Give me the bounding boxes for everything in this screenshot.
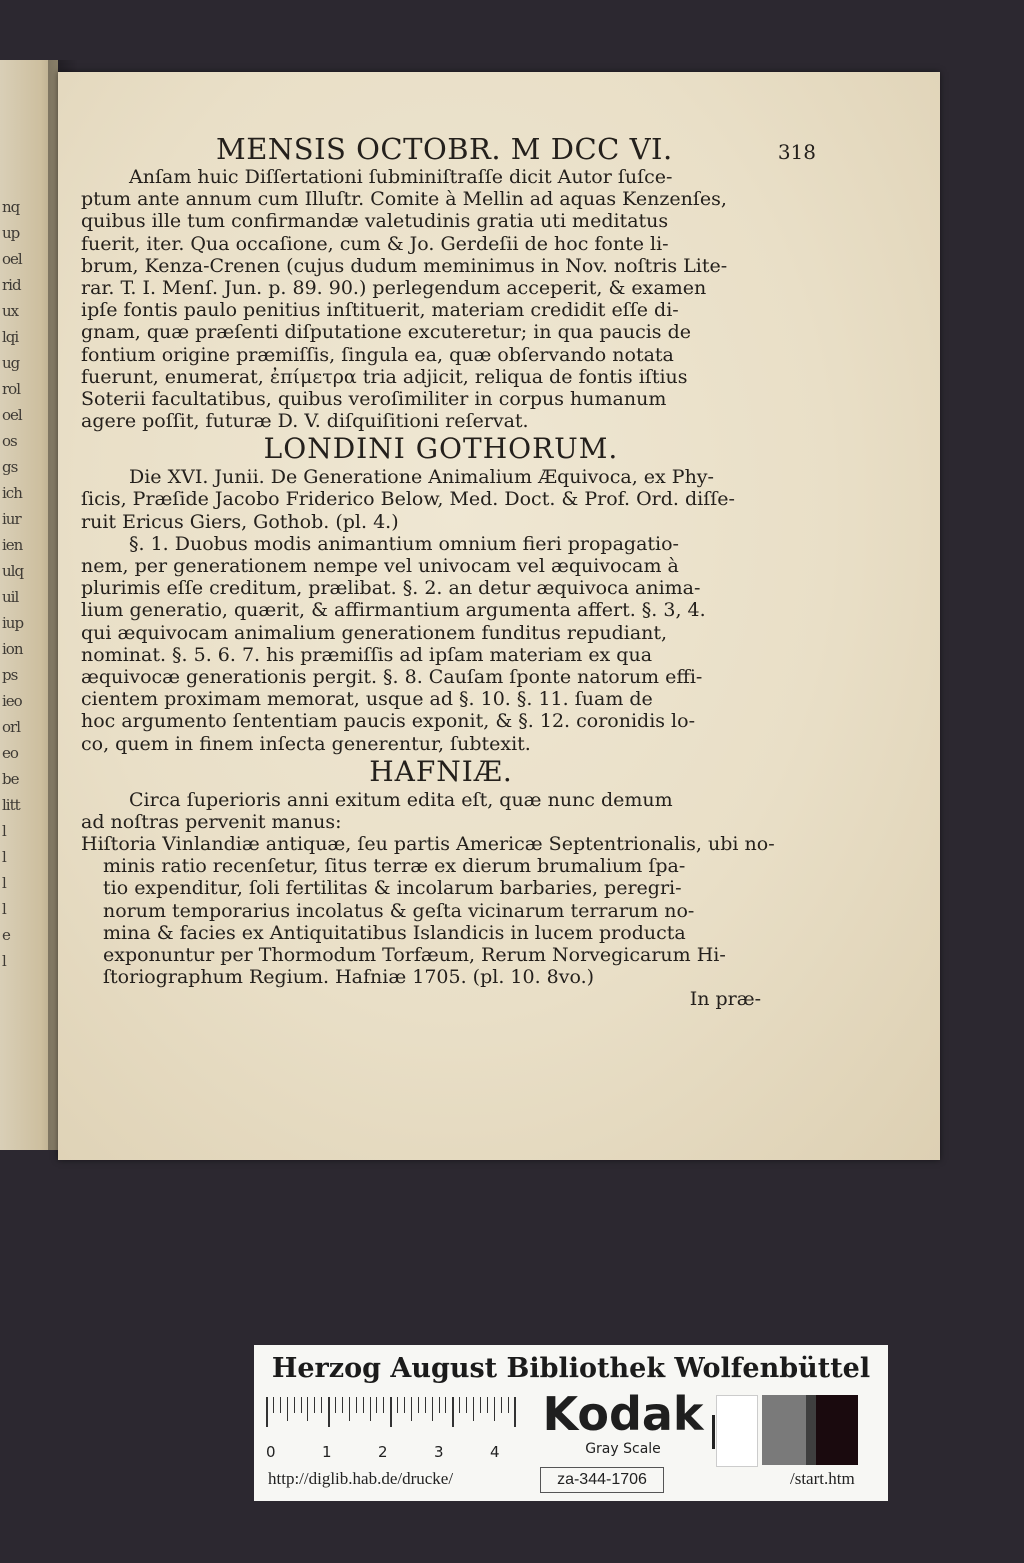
ruler-tick [266, 1397, 268, 1427]
document-id: za-344-1706 [540, 1467, 664, 1493]
facing-page-fragment: be [2, 770, 19, 788]
ruler-tick [487, 1397, 488, 1413]
facing-page-fragment: gs [2, 458, 18, 476]
gray-swatch-white [716, 1395, 758, 1467]
ruler-number: 0 [266, 1443, 276, 1461]
facing-page-fragment: l [2, 848, 6, 866]
ruler-tick [356, 1397, 357, 1413]
facing-page-fragment: ion [2, 640, 23, 658]
text-line: ſicis, Præſide Jacobo Friderico Below, Med. Doct. & Prof. Ord. diſſe- [81, 488, 735, 511]
ruler-tick [397, 1397, 398, 1413]
ruler-tick [321, 1397, 322, 1413]
text-line: Anſam huic Diſſertationi ſubminiſtraſſe dicit Autor ſuſce- [129, 166, 673, 188]
section-heading: HAFNIÆ. [369, 754, 513, 788]
facing-page-fragment: ulq [2, 562, 24, 580]
facing-page-fragment: oel [2, 406, 22, 424]
ruler-tick [452, 1397, 454, 1427]
facing-page-fragment: oel [2, 250, 22, 268]
text-line: ruit Ericus Giers, Gothob. (pl. 4.) [81, 510, 399, 533]
scale-ruler [266, 1397, 528, 1461]
facing-page-fragment: litt [2, 796, 20, 814]
ruler-tick [459, 1397, 460, 1413]
text-line: fuerunt, enumerat, ἐπίμετρα tria adjicit, reliqua de fontis iſtius [81, 365, 688, 388]
text-line: nominat. §. 5. 6. 7. his præmiſſis ad ipſam materiam ex qua [81, 643, 653, 666]
header-title: MENSIS OCTOBR. M DCC VI. [216, 132, 673, 166]
ruler-tick [301, 1397, 302, 1413]
ruler-tick [514, 1397, 516, 1427]
text-line: ſtoriographum Regium. Hafniæ 1705. (pl. 10. 8vo.) [103, 966, 595, 989]
facing-page-fragment: ien [2, 536, 23, 554]
kodak-logo: Kodak [542, 1387, 704, 1441]
text-line: hoc argumento ſententiam paucis exponit, & §. 12. coronidis lo- [81, 710, 695, 733]
facing-page-fragment: ux [2, 302, 19, 320]
ruler-tick [342, 1397, 343, 1413]
text-line: Hiſtoria Vinlandiæ antiquæ, ſeu partis Americæ Septentrionalis, ubi no- [81, 833, 775, 856]
ruler-tick [349, 1397, 350, 1421]
facing-page-fragment: ieo [2, 692, 22, 710]
text-line: fontium origine præmiſſis, ſingula ea, quæ obſervando notata [81, 343, 674, 366]
ruler-tick [307, 1397, 308, 1421]
ruler-tick [335, 1397, 336, 1413]
text-line: agere poſſit, futuræ D. V. diſquiſitioni reſervat. [81, 410, 529, 433]
text-line: ptum ante annum cum Illuſtr. Comite à Mellin ad aquas Kenzenſes, [81, 188, 727, 211]
gray-scale-label: Gray Scale [585, 1441, 661, 1457]
text-line: exponuntur per Thormodum Torfæum, Rerum Norvegicarum Hi- [103, 944, 726, 966]
ruler-tick [445, 1397, 446, 1413]
ruler-tick [370, 1397, 371, 1421]
facing-page-fragment: l [2, 900, 6, 918]
text-line: Die XVI. Junii. De Generatione Animalium Æquivoca, ex Phy- [129, 466, 714, 489]
facing-page-fragment: orl [2, 718, 20, 736]
color-target-card [254, 1345, 888, 1501]
facing-page-fragment: uil [2, 588, 19, 606]
url-prefix: http://diglib.hab.de/drucke/ [268, 1469, 454, 1488]
text-line: rar. T. I. Menſ. Jun. p. 89. 90.) perlegendum acceperit, & examen [81, 276, 707, 299]
ruler-tick [466, 1397, 467, 1413]
text-line: qui æquivocam animalium generationem funditus repudiant, [81, 621, 668, 644]
ruler-tick [328, 1397, 330, 1427]
text-line: minis ratio recenſetur, ſitus terræ ex dierum brumalium ſpa- [103, 855, 686, 878]
gray-swatch-black [816, 1395, 858, 1465]
facing-page-fragment: rid [2, 276, 21, 294]
text-line: nem, per generationem nempe vel univocam vel æquivocam à [81, 555, 679, 577]
text-line: norum temporarius incolatus & geſta vicinarum terrarum no- [103, 899, 695, 922]
body-text [81, 166, 801, 1011]
text-line: fuerit, iter. Qua occaſione, cum & Jo. Gerdeſii de hoc fonte li- [81, 232, 669, 255]
text-line: §. 1. Duobus modis animantium omnium fieri propagatio- [129, 532, 679, 555]
facing-page-fragment: up [2, 224, 20, 242]
ruler-tick [280, 1397, 281, 1413]
ruler-tick [473, 1397, 474, 1421]
text-line: In præ- [689, 988, 761, 1011]
text-line: æquivocæ generationis pergit. §. 8. Cauſam ſponte natorum effi- [81, 665, 703, 688]
ruler-tick [425, 1397, 426, 1413]
gray-swatch-mid [762, 1395, 806, 1465]
facing-page-fragment: ps [2, 666, 18, 684]
text-line: plurimis eſſe creditum, prælibat. §. 2. an detur æquivoca anima- [81, 577, 701, 600]
ruler-tick [404, 1397, 405, 1413]
ruler-tick [411, 1397, 412, 1421]
ruler-tick [287, 1397, 288, 1421]
ruler-tick [376, 1397, 377, 1413]
text-line: Soterii facultatibus, quibus veroſimiliter in corpus humanum [81, 387, 667, 410]
text-line: quibus ille tum confirmandæ valetudinis gratia uti meditatus [81, 210, 669, 233]
facing-page-fragment: rol [2, 380, 20, 398]
ruler-number: 2 [378, 1443, 388, 1461]
text-line: brum, Kenza-Crenen (cujus dudum meminimus in Nov. noſtris Lite- [81, 254, 728, 277]
ruler-number: 3 [434, 1443, 444, 1461]
ruler-tick [314, 1397, 315, 1413]
gray-swatch-dark [806, 1395, 816, 1465]
ruler-tick [294, 1397, 295, 1413]
ruler-number: 4 [490, 1443, 500, 1461]
running-header [216, 132, 816, 168]
ruler-tick [501, 1397, 502, 1413]
facing-page-fragment: iup [2, 614, 24, 632]
facing-page-fragment: os [2, 432, 17, 450]
text-line: ipſe fontis paulo penitius inſtituerit, materiam credidit eſſe di- [81, 299, 679, 322]
ruler-tick [273, 1397, 274, 1413]
ruler-tick [480, 1397, 481, 1413]
facing-page-fragment: e [2, 926, 10, 944]
facing-page-fragment: eo [2, 744, 18, 762]
ruler-tick [363, 1397, 364, 1413]
ruler-tick [432, 1397, 433, 1421]
facing-page-fragment: ug [2, 354, 20, 372]
ruler-number: 1 [322, 1443, 332, 1461]
url-suffix: /start.htm [790, 1469, 855, 1488]
text-line: tio expenditur, ſoli fertilitas & incolarum barbaries, peregri- [103, 877, 682, 900]
library-name: Herzog August Bibliothek Wolfenbüttel [271, 1353, 871, 1384]
facing-page-fragment: nq [2, 198, 20, 216]
facing-page-fragment: l [2, 874, 6, 892]
facing-page-fragment: lqi [2, 328, 19, 346]
logo-divider [712, 1415, 715, 1449]
text-line: Circa ſuperioris anni exitum edita eſt, quæ nunc demum [129, 788, 673, 811]
book-page [58, 72, 940, 1160]
text-line: lium generatio, quærit, & affirmantium argumenta affert. §. 3, 4. [81, 599, 706, 622]
facing-page-fragment: ich [2, 484, 22, 502]
ruler-tick [494, 1397, 495, 1421]
page-number: 318 [777, 140, 816, 164]
ruler-tick [439, 1397, 440, 1413]
facing-page-fragment: l [2, 952, 6, 970]
text-line: ad noſtras pervenit manus: [81, 810, 342, 833]
facing-page-fragment: iur [2, 510, 21, 528]
facing-page-fragment: l [2, 822, 6, 840]
ruler-tick [418, 1397, 419, 1413]
text-line: co, quem in finem inſecta generentur, ſubtexit. [81, 732, 531, 755]
text-line: gnam, quæ præſenti diſputatione excuteretur; in qua paucis de [81, 321, 691, 344]
text-line: cientem proximam memorat, usque ad §. 10. §. 11. ſuam de [81, 688, 653, 711]
ruler-tick [390, 1397, 392, 1427]
ruler-tick [383, 1397, 384, 1413]
section-heading: LONDINI GOTHORUM. [263, 432, 619, 466]
ruler-tick [508, 1397, 509, 1413]
text-line: mina & facies ex Antiquitatibus Islandicis in lucem producta [103, 921, 686, 944]
